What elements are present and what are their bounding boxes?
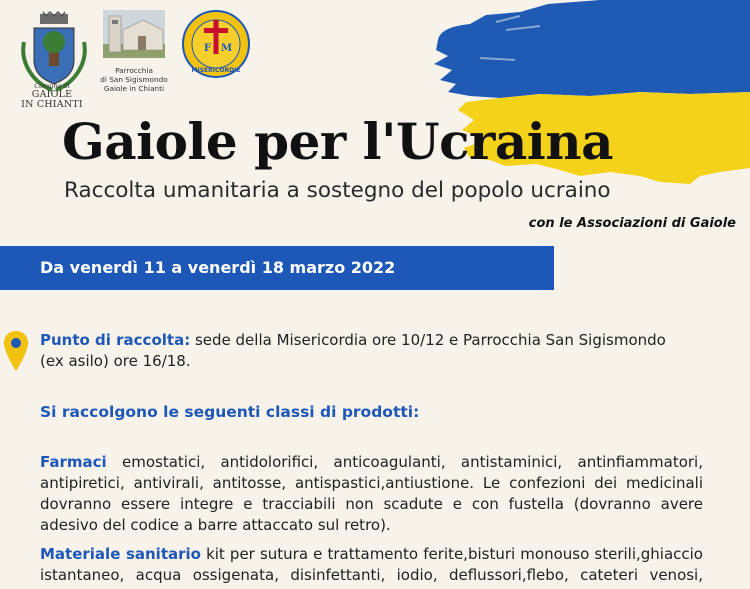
materiale-line-2: istantaneo, acqua ossigenata, disinfettanti, iodio, deflussori,flebo, cateteri venosi, (40, 566, 703, 584)
svg-text:F: F (204, 43, 212, 54)
comune-name-line-1: GAIOLE (31, 89, 73, 100)
svg-text:M: M (221, 43, 233, 54)
farmaci-line-3: dovranno essere integre e tracciabili non scadute e con fustella (dovranno avere (40, 495, 703, 513)
collection-point-text-1: sede della Misericordia ore 10/12 e Parrocchia San Sigismondo (190, 331, 666, 349)
materiale-line-1: kit per sutura e trattamento ferite,bisturi monouso sterili,ghiaccio (200, 545, 703, 563)
associations-credit: con le Associazioni di Gaiole (528, 216, 736, 231)
farmaci-line-1: emostatici, antidolorifici, anticoagulanti, antistaminici, antinfiammatori, (106, 453, 703, 471)
farmaci-line-2: antipiretici, antivirali, antitosse, antispastici,antiustione. Le confezioni dei medicinali (40, 474, 703, 492)
collection-point (40, 330, 703, 372)
misericordie-label: MISERICORDIE (191, 67, 241, 74)
parish-line-1: Parrocchia (115, 66, 153, 75)
collection-point-text-2: (ex asilo) ore 16/18. (40, 352, 191, 370)
farmaci-section (40, 452, 703, 536)
page-subtitle: Raccolta umanitaria a sostegno del popolo ucraino (64, 178, 611, 203)
farmaci-label: Farmaci (40, 453, 107, 471)
map-pin-icon (4, 331, 28, 371)
comune-name-line-2: IN CHIANTI (21, 99, 83, 110)
misericordie-logo (180, 6, 252, 78)
materiale-section (40, 544, 703, 586)
parish-line-3: Gaiole in Chianti (103, 84, 165, 93)
church-image (103, 10, 165, 58)
parish-logo (98, 10, 170, 93)
comune-small-text: Comune di (34, 82, 70, 90)
parish-line-2: di San Sigismondo (100, 75, 168, 84)
materiale-label: Materiale sanitario (40, 545, 201, 563)
farmaci-line-4: adesivo del codice a barre attaccato sul retro). (40, 516, 391, 534)
date-range: Da venerdì 11 a venerdì 18 marzo 2022 (40, 258, 396, 277)
classes-heading: Si raccolgono le seguenti classi di prodotti: (40, 403, 420, 421)
comune-label (18, 82, 86, 110)
collection-point-label: Punto di raccolta: (40, 331, 191, 349)
page-title: Gaiole per l'Ucraina (62, 112, 614, 171)
